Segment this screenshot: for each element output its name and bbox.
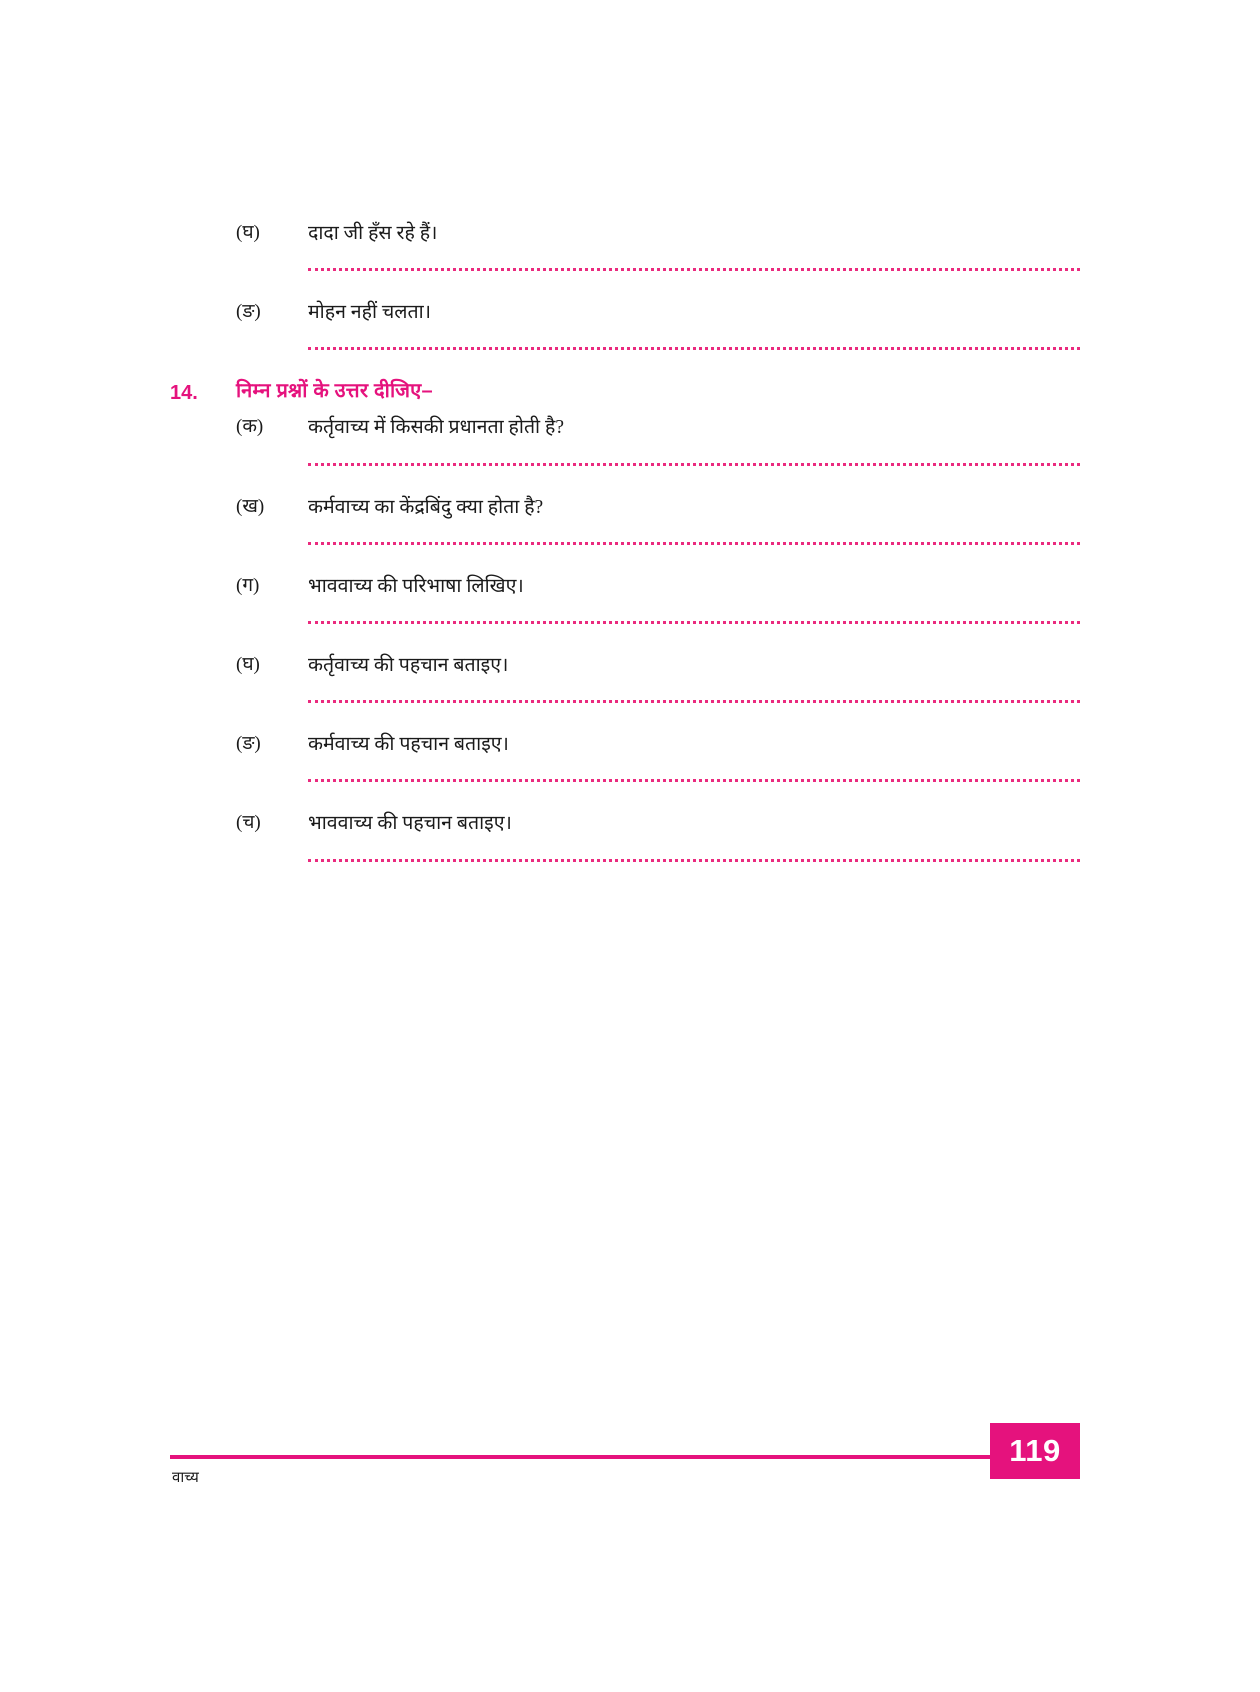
item-label: (घ) bbox=[236, 222, 260, 243]
question-14-body bbox=[236, 376, 1080, 887]
footer-chapter-label: वाच्य bbox=[172, 1470, 199, 1486]
answer-line[interactable] bbox=[308, 697, 1080, 703]
list-item bbox=[236, 218, 1080, 249]
item-text: भाववाच्य की परिभाषा लिखिए। bbox=[308, 575, 524, 597]
list-item bbox=[236, 808, 1080, 839]
answer-line[interactable] bbox=[308, 460, 1080, 466]
item-text: कर्तृवाच्य में किसकी प्रधानता होती है? bbox=[308, 417, 564, 439]
item-label: (घ) bbox=[236, 653, 260, 675]
item-label: (ख) bbox=[236, 495, 265, 517]
question-heading: निम्न प्रश्नों के उत्तर दीजिए– bbox=[236, 380, 433, 403]
item-label: (क) bbox=[236, 416, 264, 438]
list-item bbox=[236, 297, 1080, 328]
continuation-list bbox=[236, 218, 1080, 376]
item-label: (ङ) bbox=[236, 301, 261, 323]
item-text: मोहन नहीं चलता। bbox=[308, 302, 432, 324]
list-item bbox=[236, 571, 1080, 602]
answer-line[interactable] bbox=[308, 618, 1080, 624]
answer-line[interactable] bbox=[308, 539, 1080, 545]
answer-line[interactable] bbox=[308, 856, 1080, 862]
item-label: (च) bbox=[236, 812, 261, 834]
question-number: 14. bbox=[170, 382, 198, 405]
item-text: कर्तृवाच्य की पहचान बताइए। bbox=[308, 654, 509, 676]
list-item bbox=[236, 492, 1080, 523]
question-14-block bbox=[170, 376, 1080, 887]
page-footer bbox=[0, 1433, 1260, 1525]
continuation-block bbox=[170, 218, 1080, 376]
page-content bbox=[170, 218, 1080, 888]
list-item bbox=[236, 650, 1080, 681]
item-label: (ङ) bbox=[236, 733, 261, 755]
item-text: भाववाच्य की पहचान बताइए। bbox=[308, 813, 512, 835]
item-text: दादा जी हँस रहे हैं। bbox=[308, 223, 438, 244]
answer-line[interactable] bbox=[308, 265, 1080, 271]
list-item bbox=[236, 412, 1080, 443]
answer-line[interactable] bbox=[308, 776, 1080, 782]
footer-divider bbox=[170, 1455, 1080, 1459]
list-item bbox=[236, 729, 1080, 760]
item-text: कर्मवाच्य का केंद्रबिंदु क्या होता है? bbox=[308, 496, 544, 518]
answer-line[interactable] bbox=[308, 344, 1080, 350]
item-label: (ग) bbox=[236, 574, 260, 596]
item-text: कर्मवाच्य की पहचान बताइए। bbox=[308, 734, 509, 756]
question-number-placeholder bbox=[170, 218, 236, 250]
page-number-badge: 119 bbox=[990, 1423, 1080, 1479]
